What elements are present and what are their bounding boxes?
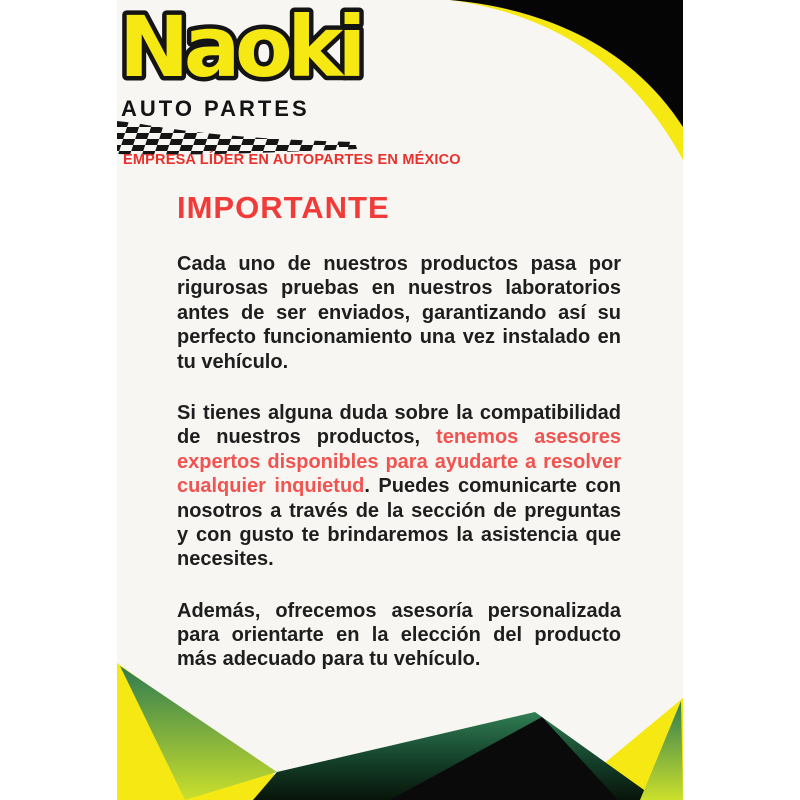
paragraph-support-tail: . Puedes comunicarte con nosotros a través de la sección de preguntas y con gusto te brindaremos la asistencia que necesites. [177, 475, 621, 571]
paragraph-advice: Además, ofrecemos asesoría personalizada para orientarte en la elección del producto más adecuado para tu vehículo. [177, 599, 621, 671]
paragraph-quality: Cada uno de nuestros productos pasa por rigurosas pruebas en nuestros laboratorios antes de ser enviados, garantizando así su perfecto funcionamiento una vez instalado en tu vehículo. [177, 253, 621, 373]
paragraph-support-highlight: tenemos asesores expertos disponibles para ayudarte a resolver cualquier inquietud [177, 426, 621, 498]
brand-subtitle: AUTO PARTES [121, 96, 310, 121]
bottom-triangles-decoration [117, 660, 683, 800]
flyer-page [117, 0, 683, 800]
brand-tagline: EMPRESA LÍDER EN AUTOPARTES EN MÉXICO [123, 152, 461, 168]
brand-logo [117, 0, 381, 98]
flag-tail-dash [339, 144, 349, 147]
main-content [177, 190, 621, 699]
paragraph-support-lead: Si tienes alguna duda sobre la compatibilidad de nuestros productos, [177, 401, 621, 449]
corner-black-shape [450, 0, 683, 127]
paragraph-support [177, 401, 621, 572]
corner-ribbon-decoration [450, 0, 683, 162]
brand-logo-text: Naoki [119, 0, 361, 96]
page-title: IMPORTANTE [177, 190, 390, 225]
